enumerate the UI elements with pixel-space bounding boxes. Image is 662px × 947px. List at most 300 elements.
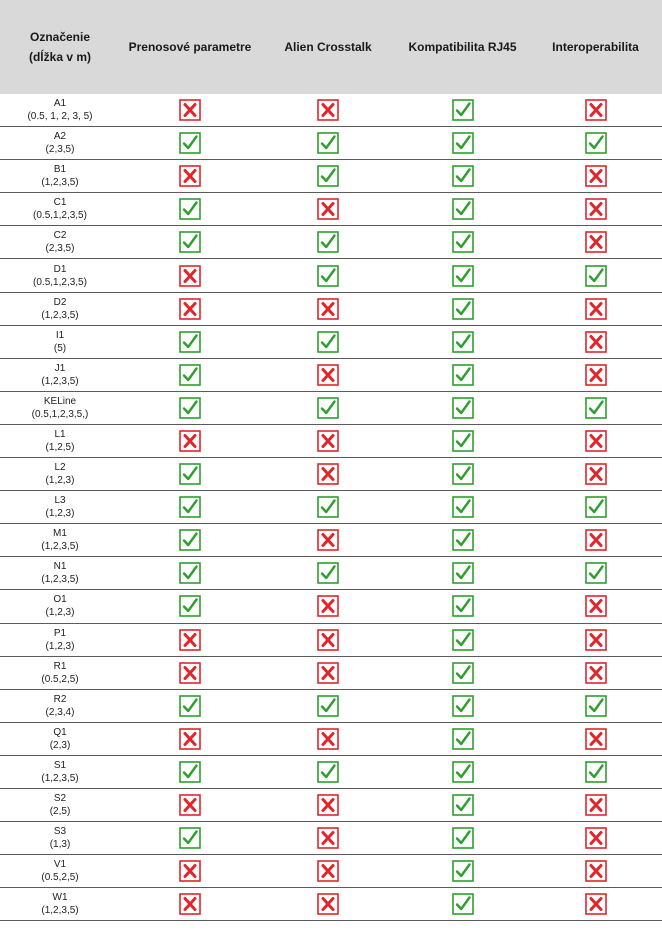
alien-crosstalk-cell	[260, 458, 396, 491]
cross-icon	[585, 595, 607, 617]
cable-lengths: (5)	[53, 342, 67, 354]
table-row	[0, 557, 662, 590]
cable-lengths: (1,2,3,5)	[41, 574, 79, 586]
cable-designation-cell	[0, 226, 120, 259]
interoperability-cell	[529, 855, 662, 888]
check-icon	[179, 562, 201, 584]
cable-designation-cell	[0, 722, 120, 755]
cable-lengths: (1,2,3)	[45, 607, 75, 619]
cable-name: Q1	[53, 726, 67, 738]
check-icon	[585, 562, 607, 584]
check-icon	[585, 496, 607, 518]
check-icon	[317, 695, 339, 717]
interoperability-cell	[529, 722, 662, 755]
transmission-parameters-cell	[120, 259, 260, 292]
cable-lengths: (1,3)	[49, 839, 71, 851]
cable-designation-cell	[0, 458, 120, 491]
check-icon	[179, 761, 201, 783]
cross-icon	[585, 463, 607, 485]
interoperability-cell	[529, 160, 662, 193]
cable-lengths: (0.5, 1, 2, 3, 5)	[27, 111, 93, 123]
check-icon	[179, 827, 201, 849]
transmission-parameters-cell	[120, 524, 260, 557]
check-icon	[179, 198, 201, 220]
rj45-compatibility-cell	[396, 160, 529, 193]
cross-icon	[179, 860, 201, 882]
transmission-parameters-cell	[120, 722, 260, 755]
check-icon	[317, 562, 339, 584]
cross-icon	[317, 794, 339, 816]
rj45-compatibility-cell	[396, 722, 529, 755]
cross-icon	[179, 265, 201, 287]
table-row	[0, 292, 662, 325]
cable-designation-cell	[0, 193, 120, 226]
rj45-compatibility-cell	[396, 524, 529, 557]
cable-lengths: (0.5,1,2,3,5,)	[31, 408, 89, 420]
cross-icon	[585, 231, 607, 253]
transmission-parameters-cell	[120, 292, 260, 325]
check-icon	[179, 364, 201, 386]
cable-designation-cell	[0, 888, 120, 921]
table-row	[0, 822, 662, 855]
header-interoperability: Interoperabilita	[529, 0, 662, 94]
rj45-compatibility-cell	[396, 458, 529, 491]
cable-name: R1	[53, 660, 67, 672]
interoperability-cell	[529, 94, 662, 127]
rj45-compatibility-cell	[396, 755, 529, 788]
transmission-parameters-cell	[120, 656, 260, 689]
cable-designation-cell	[0, 623, 120, 656]
cable-lengths: (1,2,3)	[45, 640, 75, 652]
table-row	[0, 226, 662, 259]
interoperability-cell	[529, 325, 662, 358]
transmission-parameters-cell	[120, 623, 260, 656]
table-row	[0, 788, 662, 821]
cable-name: S3	[53, 826, 67, 838]
cross-icon	[585, 165, 607, 187]
cross-icon	[585, 860, 607, 882]
cross-icon	[317, 827, 339, 849]
transmission-parameters-cell	[120, 689, 260, 722]
cable-designation-cell	[0, 325, 120, 358]
transmission-parameters-cell	[120, 491, 260, 524]
table-row	[0, 160, 662, 193]
rj45-compatibility-cell	[396, 656, 529, 689]
cable-lengths: (0.5,1,2,3,5)	[33, 210, 87, 222]
table-row	[0, 193, 662, 226]
cable-lengths: (2,5)	[49, 806, 71, 818]
rj45-compatibility-cell	[396, 689, 529, 722]
check-icon	[452, 198, 474, 220]
check-icon	[179, 695, 201, 717]
cable-name: W1	[52, 892, 68, 904]
rj45-compatibility-cell	[396, 226, 529, 259]
cross-icon	[179, 893, 201, 915]
cable-designation-cell	[0, 259, 120, 292]
check-icon	[317, 331, 339, 353]
interoperability-cell	[529, 656, 662, 689]
cross-icon	[585, 728, 607, 750]
transmission-parameters-cell	[120, 855, 260, 888]
cross-icon	[179, 728, 201, 750]
rj45-compatibility-cell	[396, 855, 529, 888]
cross-icon	[585, 99, 607, 121]
alien-crosstalk-cell	[260, 689, 396, 722]
rj45-compatibility-cell	[396, 822, 529, 855]
alien-crosstalk-cell	[260, 491, 396, 524]
cross-icon	[585, 331, 607, 353]
table-row	[0, 358, 662, 391]
transmission-parameters-cell	[120, 127, 260, 160]
check-icon	[585, 265, 607, 287]
cross-icon	[179, 298, 201, 320]
check-icon	[179, 496, 201, 518]
cable-name: J1	[54, 362, 66, 374]
header-designation-unit: (dĺžka v m)	[28, 50, 91, 64]
interoperability-cell	[529, 822, 662, 855]
check-icon	[452, 165, 474, 187]
check-icon	[452, 662, 474, 684]
cable-name: S2	[53, 793, 67, 805]
cable-name: N1	[53, 561, 67, 573]
cross-icon	[317, 893, 339, 915]
check-icon	[179, 132, 201, 154]
cable-designation-cell	[0, 755, 120, 788]
check-icon	[452, 761, 474, 783]
check-icon	[452, 728, 474, 750]
alien-crosstalk-cell	[260, 590, 396, 623]
check-icon	[452, 629, 474, 651]
rj45-compatibility-cell	[396, 491, 529, 524]
transmission-parameters-cell	[120, 458, 260, 491]
cross-icon	[179, 629, 201, 651]
cable-lengths: (1,2,3,5)	[41, 177, 79, 189]
cable-designation-cell	[0, 94, 120, 127]
check-icon	[452, 893, 474, 915]
cable-name: A2	[53, 131, 67, 143]
header-alien-crosstalk: Alien Crosstalk	[260, 0, 396, 94]
interoperability-cell	[529, 193, 662, 226]
cable-designation-cell	[0, 292, 120, 325]
rj45-compatibility-cell	[396, 788, 529, 821]
header-rj45-compatibility: Kompatibilita RJ45	[396, 0, 529, 94]
cross-icon	[585, 827, 607, 849]
check-icon	[452, 595, 474, 617]
cross-icon	[585, 662, 607, 684]
cross-icon	[179, 165, 201, 187]
cross-icon	[317, 99, 339, 121]
transmission-parameters-cell	[120, 788, 260, 821]
alien-crosstalk-cell	[260, 524, 396, 557]
cable-lengths: (0.5,1,2,3,5)	[33, 276, 87, 288]
cross-icon	[317, 463, 339, 485]
table-row	[0, 259, 662, 292]
transmission-parameters-cell	[120, 325, 260, 358]
cable-name: L3	[54, 495, 66, 507]
check-icon	[452, 695, 474, 717]
cross-icon	[317, 298, 339, 320]
check-icon	[317, 265, 339, 287]
alien-crosstalk-cell	[260, 788, 396, 821]
rj45-compatibility-cell	[396, 424, 529, 457]
check-icon	[585, 695, 607, 717]
table-row	[0, 127, 662, 160]
table-row	[0, 689, 662, 722]
rj45-compatibility-cell	[396, 292, 529, 325]
table-row	[0, 855, 662, 888]
cable-name: V1	[53, 859, 67, 871]
cross-icon	[317, 198, 339, 220]
interoperability-cell	[529, 557, 662, 590]
check-icon	[179, 463, 201, 485]
interoperability-cell	[529, 888, 662, 921]
table-row	[0, 524, 662, 557]
alien-crosstalk-cell	[260, 855, 396, 888]
cable-name: L1	[54, 428, 66, 440]
cross-icon	[179, 430, 201, 452]
interoperability-cell	[529, 292, 662, 325]
alien-crosstalk-cell	[260, 226, 396, 259]
cable-name: O1	[53, 594, 67, 606]
cross-icon	[585, 198, 607, 220]
check-icon	[452, 397, 474, 419]
cable-lengths: (1,2,3,5)	[41, 772, 79, 784]
cross-icon	[585, 629, 607, 651]
check-icon	[452, 827, 474, 849]
interoperability-cell	[529, 391, 662, 424]
header-transmission-parameters: Prenosové parametre	[120, 0, 260, 94]
cable-name: D2	[53, 296, 67, 308]
cable-designation-cell	[0, 524, 120, 557]
check-icon	[452, 331, 474, 353]
cross-icon	[585, 529, 607, 551]
cable-name: I1	[55, 329, 65, 341]
check-icon	[452, 860, 474, 882]
cross-icon	[179, 662, 201, 684]
cable-lengths: (0.5,2,5)	[41, 872, 79, 884]
cross-icon	[585, 298, 607, 320]
alien-crosstalk-cell	[260, 557, 396, 590]
cable-name: R2	[53, 693, 67, 705]
cross-icon	[317, 629, 339, 651]
transmission-parameters-cell	[120, 590, 260, 623]
header-designation-title: Označenie	[29, 30, 91, 44]
cable-name: D1	[53, 263, 67, 275]
transmission-parameters-cell	[120, 358, 260, 391]
cable-name: L2	[54, 462, 66, 474]
alien-crosstalk-cell	[260, 623, 396, 656]
interoperability-cell	[529, 259, 662, 292]
interoperability-cell	[529, 623, 662, 656]
cable-name: P1	[53, 627, 67, 639]
check-icon	[452, 99, 474, 121]
cable-lengths: (1,2,3,5)	[41, 905, 79, 917]
table-row	[0, 458, 662, 491]
check-icon	[317, 165, 339, 187]
cable-designation-cell	[0, 358, 120, 391]
transmission-parameters-cell	[120, 557, 260, 590]
cable-designation-cell	[0, 491, 120, 524]
rj45-compatibility-cell	[396, 391, 529, 424]
table-body	[0, 94, 662, 921]
table-row	[0, 491, 662, 524]
alien-crosstalk-cell	[260, 127, 396, 160]
alien-crosstalk-cell	[260, 358, 396, 391]
check-icon	[452, 794, 474, 816]
check-icon	[452, 231, 474, 253]
check-icon	[585, 397, 607, 419]
check-icon	[452, 132, 474, 154]
table-header-row	[0, 0, 662, 94]
rj45-compatibility-cell	[396, 94, 529, 127]
transmission-parameters-cell	[120, 822, 260, 855]
cable-designation-cell	[0, 855, 120, 888]
header-designation	[0, 0, 120, 94]
check-icon	[179, 595, 201, 617]
interoperability-cell	[529, 590, 662, 623]
interoperability-cell	[529, 788, 662, 821]
alien-crosstalk-cell	[260, 160, 396, 193]
rj45-compatibility-cell	[396, 127, 529, 160]
table-row	[0, 94, 662, 127]
rj45-compatibility-cell	[396, 193, 529, 226]
cross-icon	[317, 595, 339, 617]
cable-name: S1	[53, 759, 67, 771]
table-row	[0, 391, 662, 424]
cable-designation-cell	[0, 590, 120, 623]
alien-crosstalk-cell	[260, 292, 396, 325]
check-icon	[179, 231, 201, 253]
check-icon	[179, 529, 201, 551]
cable-lengths: (2,3)	[49, 739, 71, 751]
cross-icon	[585, 430, 607, 452]
check-icon	[585, 132, 607, 154]
interoperability-cell	[529, 491, 662, 524]
interoperability-cell	[529, 524, 662, 557]
table-row	[0, 888, 662, 921]
check-icon	[452, 496, 474, 518]
transmission-parameters-cell	[120, 160, 260, 193]
transmission-parameters-cell	[120, 424, 260, 457]
cable-name: KELine	[43, 395, 77, 407]
transmission-parameters-cell	[120, 226, 260, 259]
table-row	[0, 656, 662, 689]
cable-name: B1	[53, 164, 67, 176]
alien-crosstalk-cell	[260, 755, 396, 788]
cable-lengths: (2,3,5)	[45, 144, 75, 156]
rj45-compatibility-cell	[396, 325, 529, 358]
alien-crosstalk-cell	[260, 259, 396, 292]
cross-icon	[585, 794, 607, 816]
cross-icon	[317, 430, 339, 452]
alien-crosstalk-cell	[260, 325, 396, 358]
cable-name: C1	[53, 197, 67, 209]
interoperability-cell	[529, 755, 662, 788]
cross-icon	[317, 529, 339, 551]
interoperability-cell	[529, 424, 662, 457]
cable-lengths: (0.5,2,5)	[41, 673, 79, 685]
check-icon	[179, 331, 201, 353]
cable-lengths: (1,2,3,5)	[41, 375, 79, 387]
cable-designation-cell	[0, 557, 120, 590]
rj45-compatibility-cell	[396, 259, 529, 292]
cable-name: C2	[53, 230, 67, 242]
cable-designation-cell	[0, 822, 120, 855]
rj45-compatibility-cell	[396, 358, 529, 391]
interoperability-cell	[529, 458, 662, 491]
transmission-parameters-cell	[120, 193, 260, 226]
cable-designation-cell	[0, 424, 120, 457]
table-row	[0, 722, 662, 755]
table-row	[0, 755, 662, 788]
cable-designation-cell	[0, 160, 120, 193]
cross-icon	[179, 99, 201, 121]
cross-icon	[317, 364, 339, 386]
cable-designation-cell	[0, 127, 120, 160]
rj45-compatibility-cell	[396, 623, 529, 656]
rj45-compatibility-cell	[396, 590, 529, 623]
cable-name: A1	[53, 98, 67, 110]
cross-icon	[585, 893, 607, 915]
check-icon	[317, 496, 339, 518]
table-row	[0, 325, 662, 358]
transmission-parameters-cell	[120, 94, 260, 127]
check-icon	[452, 463, 474, 485]
check-icon	[452, 265, 474, 287]
cross-icon	[317, 662, 339, 684]
check-icon	[452, 430, 474, 452]
cross-icon	[179, 794, 201, 816]
rj45-compatibility-cell	[396, 888, 529, 921]
cable-lengths: (1,2,3,5)	[41, 541, 79, 553]
cable-name: M1	[53, 528, 67, 540]
cable-lengths: (1,2,3,5)	[41, 309, 79, 321]
check-icon	[317, 397, 339, 419]
alien-crosstalk-cell	[260, 193, 396, 226]
cable-lengths: (2,3,4)	[45, 706, 75, 718]
transmission-parameters-cell	[120, 755, 260, 788]
alien-crosstalk-cell	[260, 888, 396, 921]
check-icon	[585, 761, 607, 783]
transmission-parameters-cell	[120, 391, 260, 424]
check-icon	[317, 761, 339, 783]
alien-crosstalk-cell	[260, 391, 396, 424]
cable-designation-cell	[0, 391, 120, 424]
check-icon	[317, 231, 339, 253]
check-icon	[452, 364, 474, 386]
interoperability-cell	[529, 689, 662, 722]
cable-designation-cell	[0, 656, 120, 689]
cable-lengths: (1,2,3)	[45, 508, 75, 520]
interoperability-cell	[529, 358, 662, 391]
cable-lengths: (1,2,3)	[45, 475, 75, 487]
alien-crosstalk-cell	[260, 722, 396, 755]
rj45-compatibility-cell	[396, 557, 529, 590]
cross-icon	[317, 860, 339, 882]
transmission-parameters-cell	[120, 888, 260, 921]
alien-crosstalk-cell	[260, 656, 396, 689]
check-icon	[452, 562, 474, 584]
table-row	[0, 590, 662, 623]
alien-crosstalk-cell	[260, 424, 396, 457]
table-row	[0, 424, 662, 457]
cable-lengths: (2,3,5)	[45, 243, 75, 255]
cross-icon	[317, 728, 339, 750]
check-icon	[317, 132, 339, 154]
check-icon	[452, 298, 474, 320]
cross-icon	[585, 364, 607, 386]
interoperability-cell	[529, 127, 662, 160]
